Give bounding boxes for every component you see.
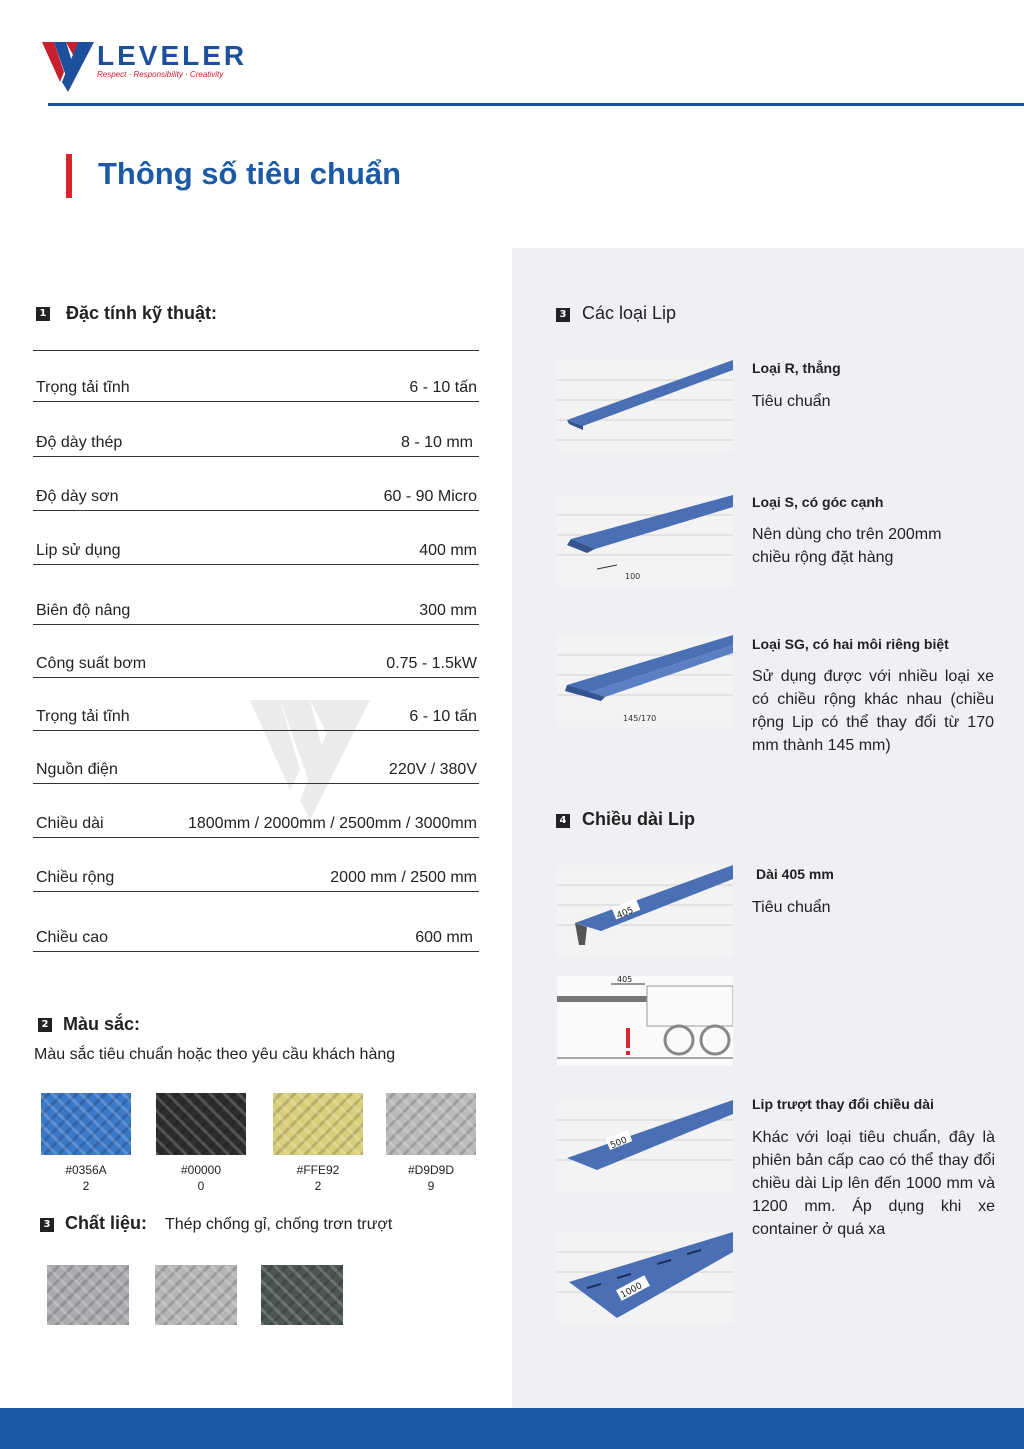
lip-s-dimension-label: 100 — [625, 572, 641, 581]
color-swatch-yellow — [273, 1093, 363, 1155]
spec-value: 6 - 10 tấn — [409, 379, 477, 396]
lip-r-straight-image — [557, 360, 733, 452]
spec-value: 2000 mm / 2500 mm — [330, 869, 477, 886]
diagram-dimension-label: 405 — [617, 976, 633, 984]
spec-label: Công suất bơm — [36, 655, 147, 672]
spec-value: 400 mm — [419, 542, 477, 559]
spec-label: Chiều rộng — [36, 869, 115, 886]
lip-length-name: Dài 405 mm — [756, 866, 834, 882]
spec-label: Chiều cao — [36, 929, 109, 946]
lip-sg-dimension-label: 145/170 — [623, 714, 657, 723]
material-sample-dark — [261, 1265, 343, 1325]
spec-row — [33, 536, 479, 565]
swatch-code — [386, 1162, 476, 1194]
swatch-code — [156, 1162, 246, 1194]
spec-value: 0.75 - 1.5kW — [386, 655, 477, 672]
spec-row — [33, 373, 479, 402]
swatch-code-line: 0 — [197, 1179, 205, 1193]
swatch-code-line: #FFE92 — [296, 1163, 340, 1177]
lip-types-section-title: Các loại Lip — [582, 303, 677, 323]
lip-sliding-desc: Khác với loại tiêu chuẩn, đây là phiên bản cấp cao có thể thay đổi chiều dài Lip lên đến 1000 mm và 1200 mm. Áp dụng khi xe container ở quá xa — [752, 1129, 995, 1238]
material-section-title: Chất liệu: — [65, 1213, 148, 1233]
swatch-code-line: 2 — [82, 1179, 90, 1193]
spec-value: 60 - 90 Micro — [383, 488, 477, 505]
spec-value: 220V / 380V — [388, 761, 477, 778]
lip-type-name: Loại SG, có hai môi riêng biệt — [752, 636, 949, 652]
spec-label: Lip sử dụng — [36, 542, 121, 559]
leveler-logo-icon — [40, 38, 96, 94]
header-divider — [48, 103, 1024, 106]
swatch-code-line: 2 — [314, 1179, 322, 1193]
material-sample-light — [47, 1265, 129, 1325]
section-number-badge: 3 — [556, 308, 570, 322]
lip-sliding-name: Lip trượt thay đổi chiều dài — [752, 1096, 934, 1112]
truck-distance-diagram — [557, 976, 733, 1066]
section-number-badge: 4 — [556, 814, 570, 828]
spec-row — [33, 809, 479, 838]
spec-label: Nguồn điện — [36, 761, 118, 778]
lip-length-desc: Tiêu chuẩn — [752, 899, 831, 916]
colors-subtitle: Màu sắc tiêu chuẩn hoặc theo yêu cầu khách hàng — [34, 1046, 396, 1063]
color-swatch-blue — [41, 1093, 131, 1155]
lip-405-dimension-label: 405 — [615, 905, 636, 922]
lip-sg-double-image — [557, 635, 733, 727]
spec-value: 300 mm — [419, 602, 477, 619]
spec-row — [33, 755, 479, 784]
title-accent-bar — [66, 154, 72, 198]
spec-value: 6 - 10 tấn — [409, 708, 477, 725]
swatch-code — [273, 1162, 363, 1194]
section-number-badge: 1 — [36, 307, 50, 321]
spec-label: Trọng tải tĩnh — [36, 379, 130, 396]
lip-1000-dimension-label: 1000 — [619, 1281, 645, 1301]
color-swatch-black — [156, 1093, 246, 1155]
page-title: Thông số tiêu chuẩn — [98, 156, 402, 191]
lip-500-image — [557, 1100, 733, 1192]
lip-500-dimension-label: 500 — [608, 1135, 629, 1152]
spec-value: 600 mm — [415, 929, 473, 946]
swatch-code-line: #00000 — [180, 1163, 222, 1177]
section-number-badge: 3 — [40, 1218, 54, 1232]
section-number-badge: 2 — [38, 1018, 52, 1032]
specs-top-divider — [33, 350, 479, 351]
spec-row — [33, 702, 479, 731]
swatch-code — [41, 1162, 131, 1194]
spec-value: 8 - 10 mm — [400, 434, 473, 451]
specs-section-title: Đặc tính kỹ thuật: — [66, 303, 218, 323]
lip-length-section-title: Chiều dài Lip — [582, 809, 696, 829]
lip-1000-image — [557, 1232, 733, 1324]
spec-label: Biên độ nâng — [36, 602, 131, 619]
swatch-code-line: 9 — [427, 1179, 435, 1193]
spec-row — [33, 923, 479, 952]
brand-name: LEVELER — [97, 40, 248, 71]
lip-405-image — [557, 865, 733, 957]
spec-label: Độ dày sơn — [36, 488, 119, 505]
swatch-code-line: #D9D9D — [407, 1163, 455, 1177]
spec-row — [33, 863, 479, 892]
spec-row — [33, 428, 479, 457]
spec-label: Độ dày thép — [36, 434, 123, 451]
spec-value: 1800mm / 2000mm / 2500mm / 3000mm — [187, 815, 477, 832]
lip-type-desc: Tiêu chuẩn — [752, 393, 831, 410]
footer-bar — [0, 1408, 1024, 1449]
material-text: Thép chống gỉ, chống trơn trượt — [165, 1216, 393, 1233]
spec-label: Chiều dài — [36, 815, 104, 832]
lip-type-name: Loại R, thẳng — [752, 360, 841, 376]
material-sample-silver — [155, 1265, 237, 1325]
brand-tagline: Respect · Responsibility · Creativity — [97, 70, 224, 79]
lip-type-name: Loại S, có góc cạnh — [752, 494, 884, 510]
spec-row — [33, 596, 479, 625]
colors-section-title: Màu sắc: — [63, 1014, 141, 1034]
swatch-code-line: #0356A — [65, 1163, 107, 1177]
color-swatch-grey — [386, 1093, 476, 1155]
spec-row — [33, 649, 479, 678]
spec-label: Trọng tải tĩnh — [36, 708, 130, 725]
lip-s-angled-image — [557, 495, 733, 587]
lip-type-desc: Sử dụng được với nhiều loại xe có chiều rộng khác nhau (chiều rộng Lip có thể thay đổi từ 170 mm thành 145 mm) — [752, 668, 994, 754]
lip-type-desc: Nên dùng cho trên 200mm chiều rộng đặt hàng — [752, 526, 942, 566]
spec-row — [33, 482, 479, 511]
